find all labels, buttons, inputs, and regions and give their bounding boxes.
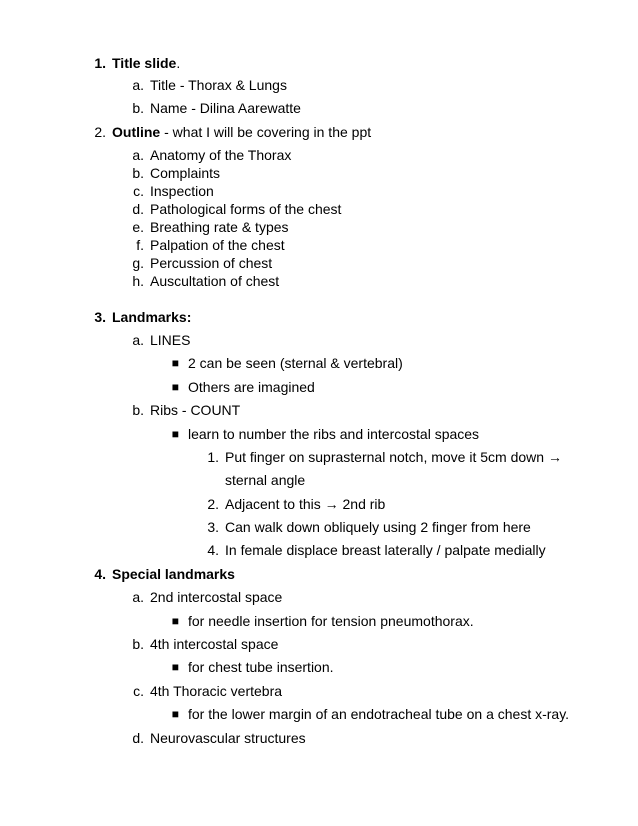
list-item	[132, 147, 292, 163]
list-item-text: Title - Thorax & Lungs	[150, 77, 287, 93]
list-item-text: Ribs - COUNT	[150, 402, 241, 418]
section-heading	[94, 309, 192, 325]
square-bullet-icon: ■	[171, 660, 179, 674]
bullet-item	[171, 659, 334, 675]
bullet-item	[171, 706, 570, 722]
list-marker: h.	[132, 273, 144, 289]
list-item-text: Pathological forms of the chest	[150, 201, 342, 217]
numbered-step	[207, 496, 386, 512]
list-marker: b.	[132, 402, 144, 418]
bullet-item	[171, 426, 480, 442]
list-item-text: Anatomy of the Thorax	[150, 147, 292, 163]
list-marker: g.	[132, 255, 144, 271]
section-heading	[94, 124, 372, 140]
list-marker: c.	[133, 183, 144, 199]
list-marker: b.	[132, 165, 144, 181]
square-bullet-icon: ■	[171, 427, 179, 441]
list-item	[132, 589, 283, 605]
list-item	[133, 183, 214, 199]
numbered-step	[207, 542, 546, 558]
step-text: sternal angle	[225, 472, 306, 488]
list-marker: a.	[132, 147, 144, 163]
bullet-text: Others are imagined	[188, 379, 315, 395]
bullet-item	[171, 379, 315, 395]
list-item-text: Auscultation of chest	[150, 273, 280, 289]
bullet-text: for the lower margin of an endotracheal tube on a chest x-ray.	[188, 706, 570, 722]
section-heading	[94, 55, 181, 71]
numbered-step	[207, 519, 531, 535]
list-item	[132, 402, 241, 418]
step-text: In female displace breast laterally / palpate medially	[225, 542, 546, 558]
list-marker: a.	[132, 77, 144, 93]
bullet-text: 2 can be seen (sternal & vertebral)	[188, 355, 403, 371]
list-item-text: LINES	[150, 332, 191, 348]
bullet-text: for needle insertion for tension pneumothorax.	[188, 613, 474, 629]
list-item	[136, 237, 285, 253]
square-bullet-icon: ■	[171, 356, 179, 370]
list-item-text: Neurovascular structures	[150, 730, 306, 746]
list-marker: c.	[133, 683, 144, 699]
section-title-suffix: - what I will be covering in the ppt	[160, 124, 372, 140]
list-marker: b.	[132, 100, 144, 116]
list-marker: 4.	[94, 566, 106, 582]
list-marker: f.	[136, 237, 144, 253]
list-item	[132, 219, 289, 235]
numbered-step	[207, 449, 562, 465]
section-title: Title slide	[112, 55, 177, 71]
section-title: Special landmarks	[112, 566, 235, 582]
list-marker: 1.	[207, 449, 219, 465]
square-bullet-icon: ■	[171, 707, 179, 721]
list-item-text: Palpation of the chest	[150, 237, 285, 253]
list-item	[132, 201, 342, 217]
list-item	[132, 255, 273, 271]
list-marker: 3.	[94, 309, 106, 325]
list-item-text: 2nd intercostal space	[150, 589, 283, 605]
section-heading	[94, 566, 235, 582]
step-text: Adjacent to this → 2nd rib	[225, 496, 386, 512]
list-item-text: Complaints	[150, 165, 221, 181]
list-marker: e.	[132, 219, 144, 235]
list-item	[132, 730, 306, 746]
square-bullet-icon: ■	[171, 380, 179, 394]
bullet-text: learn to number the ribs and intercostal spaces	[188, 426, 480, 442]
list-marker: d.	[132, 730, 144, 746]
step-continuation	[225, 472, 305, 488]
section-title-suffix: .	[176, 55, 181, 71]
bullet-item	[171, 355, 403, 371]
list-item	[132, 165, 221, 181]
section-title: Landmarks:	[112, 309, 192, 325]
list-item-text: Name - Dilina Aarewatte	[150, 100, 301, 116]
list-item-text: Percussion of chest	[150, 255, 273, 271]
list-marker: 4.	[207, 542, 219, 558]
step-text: Put finger on suprasternal notch, move it 5cm down →	[225, 449, 562, 465]
list-marker: a.	[132, 589, 144, 605]
square-bullet-icon: ■	[171, 614, 179, 628]
list-marker: 1.	[94, 55, 106, 71]
list-item-text: Breathing rate & types	[150, 219, 289, 235]
list-item	[132, 332, 191, 348]
list-item	[132, 636, 279, 652]
list-item-text: 4th intercostal space	[150, 636, 279, 652]
list-item-text: Inspection	[150, 183, 214, 199]
list-item	[132, 77, 287, 93]
section-title: Outline	[112, 124, 161, 140]
list-marker: 2.	[94, 124, 106, 140]
list-item	[132, 273, 280, 289]
list-marker: b.	[132, 636, 144, 652]
list-marker: 2.	[207, 496, 219, 512]
bullet-text: for chest tube insertion.	[188, 659, 334, 675]
list-marker: 3.	[207, 519, 219, 535]
list-item	[132, 100, 301, 116]
bullet-item	[171, 613, 474, 629]
list-marker: d.	[132, 201, 144, 217]
step-text: Can walk down obliquely using 2 finger from here	[225, 519, 531, 535]
list-item	[133, 683, 283, 699]
list-item-text: 4th Thoracic vertebra	[150, 683, 283, 699]
list-marker: a.	[132, 332, 144, 348]
